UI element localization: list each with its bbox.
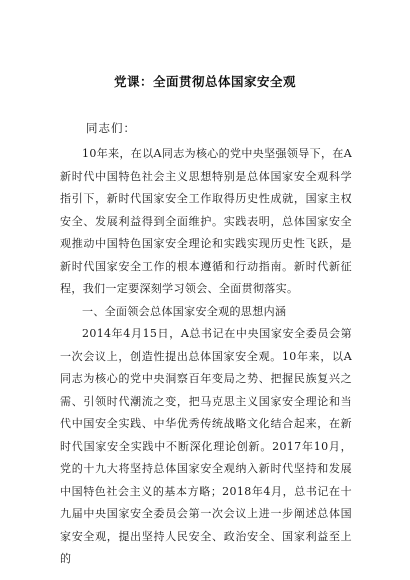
document-title: 党课：全面贯彻总体国家安全观 bbox=[113, 74, 296, 89]
paragraph-section-one: 2014年4月15日，A总书记在中央国家安全委员会第一次会议上，创造性提出总体国家安全观。10年来，以A同志为核心的党中央洞察百年变局之势、把握民族复兴之需、引领时代潮流之变，把马克思主义国家安全理论和当代中国安全实践、中华优秀传统战略文化结合起来，在新时代国家安全实践中不断深化理论创新。2017年10月，党的十九大将坚持总体国家安全观纳入新时代坚持和发展中国特色社会主义的基本方略；2018年4月，总书记在十九届中央国家安全委员会第一次会议上进一步阐述总体国家安全观，提出坚持人民安全、政治安全、国家利益至上的 bbox=[60, 327, 352, 565]
document-body bbox=[60, 143, 352, 571]
section-heading: 一、全面领会总体国家安全观的思想内涵 bbox=[82, 304, 287, 318]
salutation: 同志们： bbox=[86, 121, 136, 135]
paragraph-intro: 10年来，在以A同志为核心的党中央坚强领导下，在A新时代中国特色社会主义思想特别是总体国家安全观科学指引下，新时代国家安全工作取得历史性成就，国家主权安全、发展利益得到全面维护。实践表明，总体国家安全观推动中国特色国家安全理论和实践实现历史性飞跃，是新时代国家安全工作的根本遵循和行动指南。新时代新征程，我们一定要深刻学习领会、全面贯彻落实。 bbox=[60, 147, 352, 295]
